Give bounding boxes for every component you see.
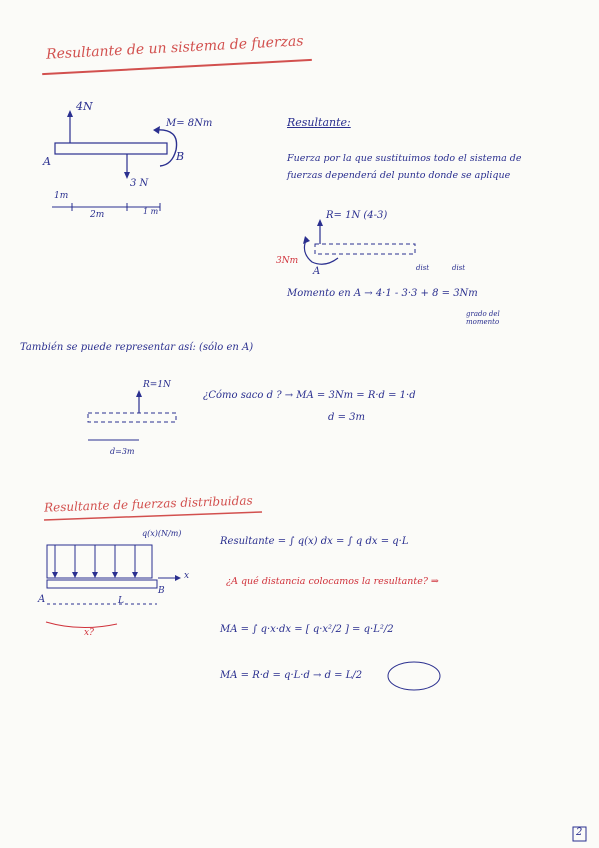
resultant-moment-arc	[304, 238, 338, 264]
dim-right-label: 1 m	[143, 207, 159, 216]
resultant-point-a: A	[313, 266, 321, 277]
beam-1	[55, 143, 167, 154]
beam-2	[88, 413, 176, 422]
page-number: 2	[576, 827, 583, 838]
point-b-label: B	[176, 150, 185, 163]
dim-mid-label: 2m	[90, 210, 105, 220]
resultant-beam	[315, 244, 415, 254]
moment-expression: Momento en A → 4·1 - 3·3 + 8 = 3Nm	[287, 288, 478, 299]
dim-left-label: 1m	[54, 191, 69, 201]
force-up-arrowhead	[67, 110, 73, 117]
beam2-r-label: R=1N	[143, 380, 171, 390]
definition-line-2: fuerzas dependerá del punto donde se aplique	[287, 170, 511, 181]
moment-arc	[155, 130, 177, 166]
moment-note-dist-2: dist	[452, 264, 466, 272]
force-up-label: 4N	[76, 100, 93, 113]
ma-integral: MA = ∫ q·x·dx = [ q·x²/2 ] = q·L²/2	[220, 624, 394, 635]
load-arrowheads	[52, 572, 138, 578]
resultant-arrowhead	[317, 219, 323, 226]
section3-point-b: B	[158, 586, 165, 596]
answer-circle	[388, 662, 440, 690]
resultante-heading: Resultante:	[287, 116, 351, 129]
definition-line-1: Fuerza por la que sustituimos todo el sistema de	[287, 153, 522, 164]
moment-note-dist-1: dist	[416, 264, 430, 272]
resultant-moment-label: 3Nm	[276, 256, 299, 266]
resultant-moment-head	[303, 236, 310, 244]
beam2-d-label: d=3m	[110, 447, 135, 456]
section2-intro: También se puede representar así: (sólo en A)	[20, 342, 254, 353]
beam-3	[47, 580, 157, 588]
moment-note-grado: grado del momento	[466, 310, 500, 326]
beam-2-force-head	[136, 390, 142, 397]
section2-question: ¿Cómo saco d ? → MA = 3Nm = R·d = 1·d	[203, 390, 416, 401]
distance-question: ¿A qué distancia colocamos la resultante? ⇒	[226, 576, 439, 587]
resultant-r-label: R= 1N (4-3)	[326, 210, 388, 221]
resultante-formula: Resultante = ∫ q(x) dx = ∫ q dx = q·L	[220, 536, 409, 547]
section3-axis-x: x	[184, 571, 190, 581]
point-a-label: A	[43, 155, 51, 168]
section2-answer: d = 3m	[328, 412, 365, 423]
length-label: L	[118, 596, 124, 606]
q-label: q(x)(N/m)	[142, 529, 182, 538]
x-question-label: x?	[84, 628, 94, 638]
x-question-brace	[46, 622, 117, 628]
force-down-label: 3 N	[130, 178, 149, 189]
moment-label: M= 8Nm	[166, 118, 213, 129]
ma-final: MA = R·d = q·L·d → d = L/2	[220, 670, 363, 681]
section3-point-a: A	[38, 594, 46, 605]
load-arrows	[55, 545, 135, 575]
moment-arrowhead	[153, 126, 160, 134]
section-title-resultante-sistema: Resultante de un sistema de fuerzas	[45, 33, 304, 63]
x-axis-head	[175, 575, 181, 581]
section-title-fuerzas-distribuidas: Resultante de fuerzas distribuidas	[43, 493, 253, 515]
